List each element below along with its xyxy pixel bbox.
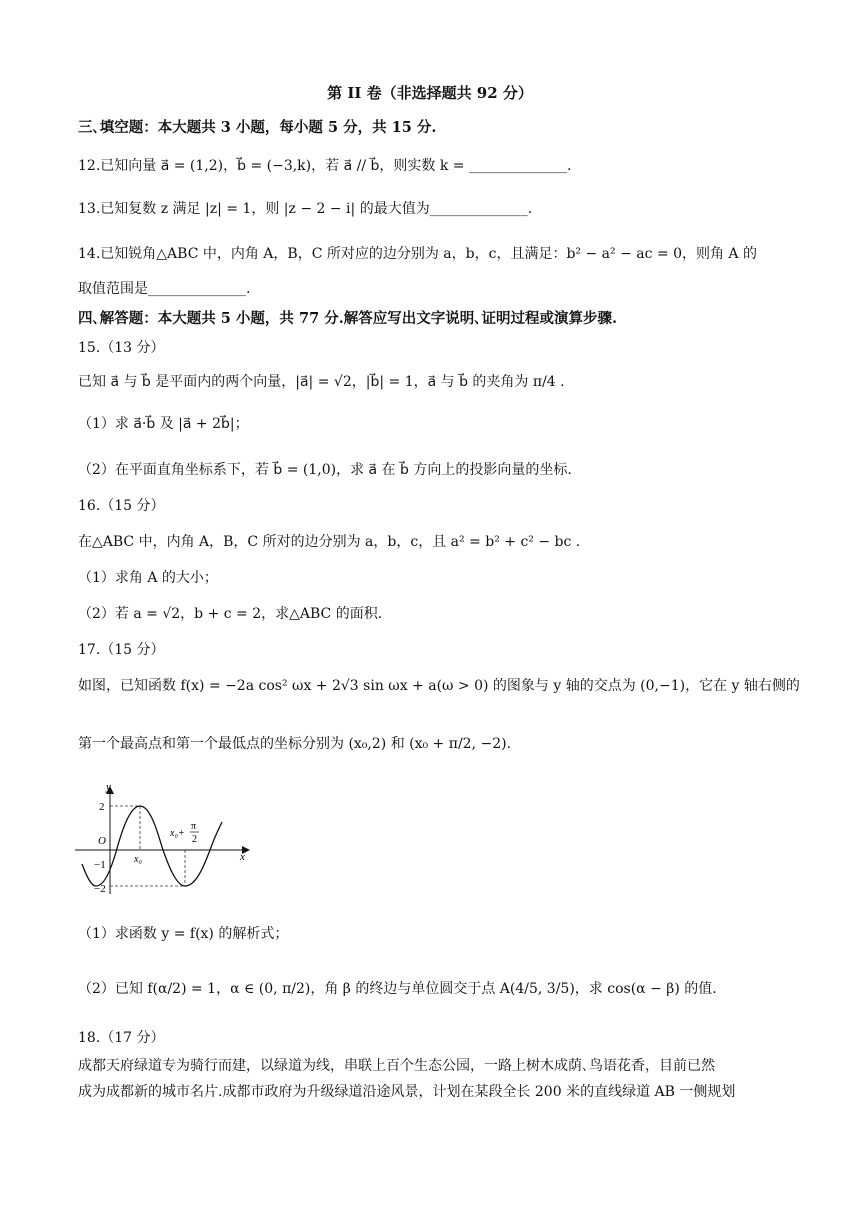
question-18-header: 18.（17 分） — [78, 1030, 165, 1046]
question-17-part-1: （1）求函数 y = f(x) 的解析式； — [78, 926, 289, 942]
x0-plus-label: x₀+ — [170, 828, 185, 839]
question-15-part-1: （1）求 a⃗·b⃗ 及 |a⃗ + 2b⃗|； — [78, 416, 249, 432]
pi-label: π — [191, 821, 197, 832]
question-16-part-1: （1）求角 A 的大小； — [78, 570, 218, 586]
page-title: 第 II 卷（非选择题共 92 分） — [327, 84, 533, 102]
question-14-line-1: 14.已知锐角△ABC 中，内角 A，B，C 所对应的边分别为 a，b，c，且满足：b² − a² − ac = 0，则角 A 的 — [78, 246, 757, 262]
question-18-line-2: 成为成都新的城市名片.成都市政府为升级绿道沿途风景，计划在某段全长 200 米的直线绿道 AB 一侧规划 — [78, 1084, 736, 1100]
question-17-stem-line-1: 如图，已知函数 f(x) = −2a cos² ωx + 2√3 sin ωx + a(ω > 0) 的图象与 y 轴的交点为 (0,−1)，它在 y 轴右侧的 — [78, 678, 800, 694]
question-16-stem: 在△ABC 中，内角 A，B，C 所对的边分别为 a，b，c，且 a² = b² + c² − bc . — [78, 534, 581, 550]
question-12: 12.已知向量 a⃗ = (1,2)，b⃗ = (−3,k)，若 a⃗ // b⃗，则实数 k = ______________. — [78, 158, 572, 174]
question-16-part-2: （2）若 a = √2，b + c = 2，求△ABC 的面积. — [78, 606, 383, 622]
question-17-part-2: （2）已知 f(α/2) = 1，α ∈ (0, π/2)，角 β 的终边与单位圆交于点 A(4/5, 3/5)，求 cos(α − β) 的值. — [78, 981, 717, 997]
y-axis-label: y — [106, 782, 111, 793]
origin-label: O — [98, 835, 106, 847]
section-4-heading: 四､解答题：本大题共 5 小题，共 77 分.解答应写出文字说明､证明过程或演算步骤. — [78, 310, 618, 327]
question-17-header: 17.（15 分） — [78, 642, 165, 658]
question-15-stem: 已知 a⃗ 与 b⃗ 是平面内的两个向量，|a⃗| = √2，|b⃗| = 1，a⃗ 与 b⃗ 的夹角为 π/4 . — [78, 374, 565, 390]
tick-label-neg1: −1 — [94, 859, 106, 871]
question-15-part-2: （2）在平面直角坐标系下，若 b⃗ = (1,0)，求 a⃗ 在 b⃗ 方向上的投影向量的坐标. — [78, 462, 572, 478]
tick-label-2: 2 — [99, 801, 105, 813]
sine-graph-figure — [70, 782, 260, 902]
two-label: 2 — [192, 834, 197, 845]
tick-label-neg2: −2 — [94, 883, 106, 895]
question-17-stem-line-2: 第一个最高点和第一个最低点的坐标分别为 (x₀,2) 和 (x₀ + π/2, −2). — [78, 736, 512, 752]
question-18-line-1: 成都天府绿道专为骑行而建，以绿道为线，串联上百个生态公园，一路上树木成荫､鸟语花香，目前已然 — [78, 1058, 715, 1074]
x-axis-label: x — [240, 851, 245, 863]
question-16-header: 16.（15 分） — [78, 498, 165, 514]
question-14-line-2: 取值范围是______________. — [78, 281, 251, 297]
question-13: 13.已知复数 z 满足 |z| = 1，则 |z − 2 − i| 的最大值为______________. — [78, 201, 533, 217]
x0-label: x₀ — [134, 854, 142, 865]
question-15-header: 15.（13 分） — [78, 340, 165, 356]
section-3-heading: 三､填空题：本大题共 3 小题，每小题 5 分，共 15 分. — [78, 119, 437, 136]
